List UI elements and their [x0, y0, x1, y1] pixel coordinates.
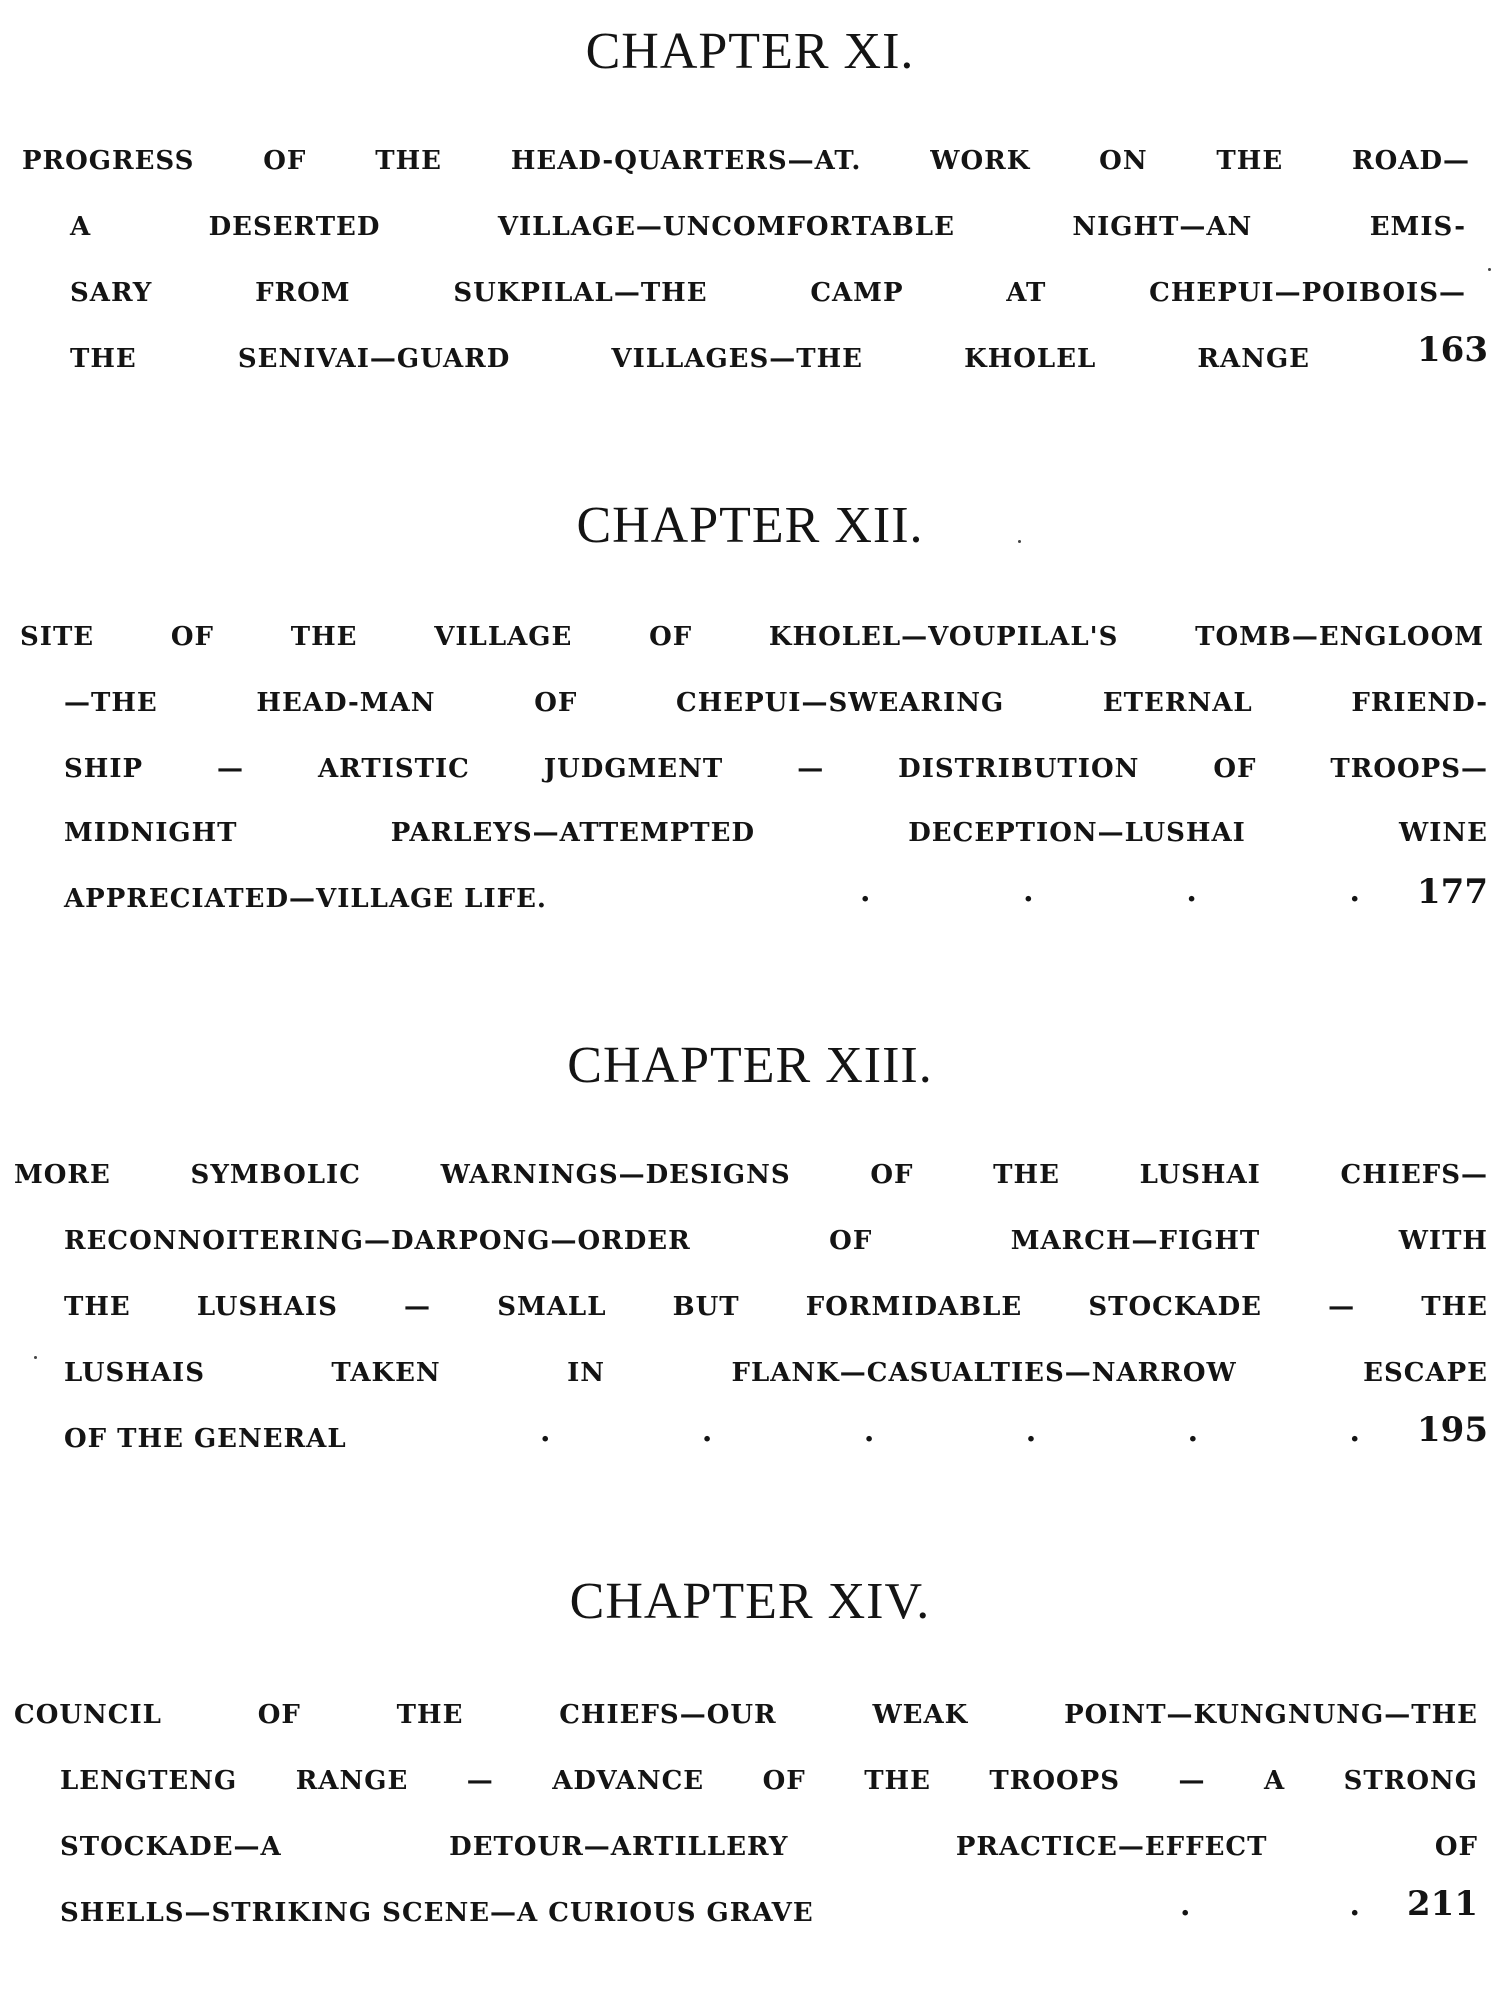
chapter-xii-page-number: 177 — [1417, 872, 1488, 912]
chapter-xiv-leader-dots: . . — [1180, 1888, 1360, 1923]
chapter-heading-xi: CHAPTER XI. — [585, 23, 915, 80]
chapter-heading-xiv: CHAPTER XIV. — [569, 1573, 931, 1630]
chapter-xiii-leader-dots: . . . . . . — [540, 1414, 1360, 1449]
chapter-xi-page-number: 163 — [1417, 330, 1488, 370]
chapter-heading-xii: CHAPTER XII. — [576, 497, 924, 554]
chapter-xiii-summary-line-3: THE LUSHAIS — SMALL BUT FORMIDABLE STOCKADE — THE — [64, 1292, 1488, 1322]
chapter-xiv-summary-line-2: LENGTENG RANGE — ADVANCE OF THE TROOPS — A STRONG — [60, 1766, 1478, 1796]
chapter-xiv-page-number: 211 — [1407, 1884, 1478, 1924]
chapter-xi-summary-line-1: PROGRESS OF THE HEAD-QUARTERS—AT. WORK ON THE ROAD— — [22, 146, 1470, 176]
chapter-xii-summary-line-4: MIDNIGHT PARLEYS—ATTEMPTED DECEPTION—LUSHAI WINE — [64, 818, 1488, 848]
chapter-heading-xiii: CHAPTER XIII. — [567, 1037, 933, 1094]
scan-speck — [34, 1356, 37, 1359]
chapter-xi-summary-line-3: SARY FROM SUKPILAL—THE CAMP AT CHEPUI—POIBOIS— — [70, 278, 1466, 308]
chapter-xiv-summary-line-3: STOCKADE—A DETOUR—ARTILLERY PRACTICE—EFFECT OF — [60, 1832, 1478, 1862]
chapter-xi-summary-line-4: THE SENIVAI—GUARD VILLAGES—THE KHOLEL RANGE — [70, 344, 1310, 374]
chapter-xiii-summary-line-4: LUSHAIS TAKEN IN FLANK—CASUALTIES—NARROW ESCAPE — [64, 1358, 1488, 1388]
chapter-xii-leader-dots: . . . . — [860, 874, 1360, 909]
scan-speck — [1488, 268, 1491, 271]
chapter-xiv-summary-line-4: SHELLS—STRIKING SCENE—A CURIOUS GRAVE — [60, 1898, 814, 1928]
chapter-xiv-summary-line-1: COUNCIL OF THE CHIEFS—OUR WEAK POINT—KUNGNUNG—THE — [14, 1700, 1478, 1730]
chapter-xii-summary-line-3: SHIP — ARTISTIC JUDGMENT — DISTRIBUTION OF TROOPS— — [64, 754, 1488, 784]
chapter-xi-summary-line-2: A DESERTED VILLAGE—UNCOMFORTABLE NIGHT—AN EMIS- — [70, 212, 1466, 242]
chapter-xii-summary-line-2: —THE HEAD-MAN OF CHEPUI—SWEARING ETERNAL FRIEND- — [64, 688, 1488, 718]
chapter-xiii-summary-line-2: RECONNOITERING—DARPONG—ORDER OF MARCH—FIGHT WITH — [64, 1226, 1488, 1256]
chapter-xii-summary-line-5: APPRECIATED—VILLAGE LIFE. — [64, 884, 547, 914]
scan-speck — [1018, 540, 1021, 543]
chapter-xii-summary-line-1: SITE OF THE VILLAGE OF KHOLEL—VOUPILAL'S TOMB—ENGLOOM — [20, 622, 1484, 652]
chapter-xiii-summary-line-1: MORE SYMBOLIC WARNINGS—DESIGNS OF THE LUSHAI CHIEFS— — [14, 1160, 1488, 1190]
chapter-xiii-summary-line-5: OF THE GENERAL — [64, 1424, 347, 1454]
chapter-xiii-page-number: 195 — [1417, 1410, 1488, 1450]
